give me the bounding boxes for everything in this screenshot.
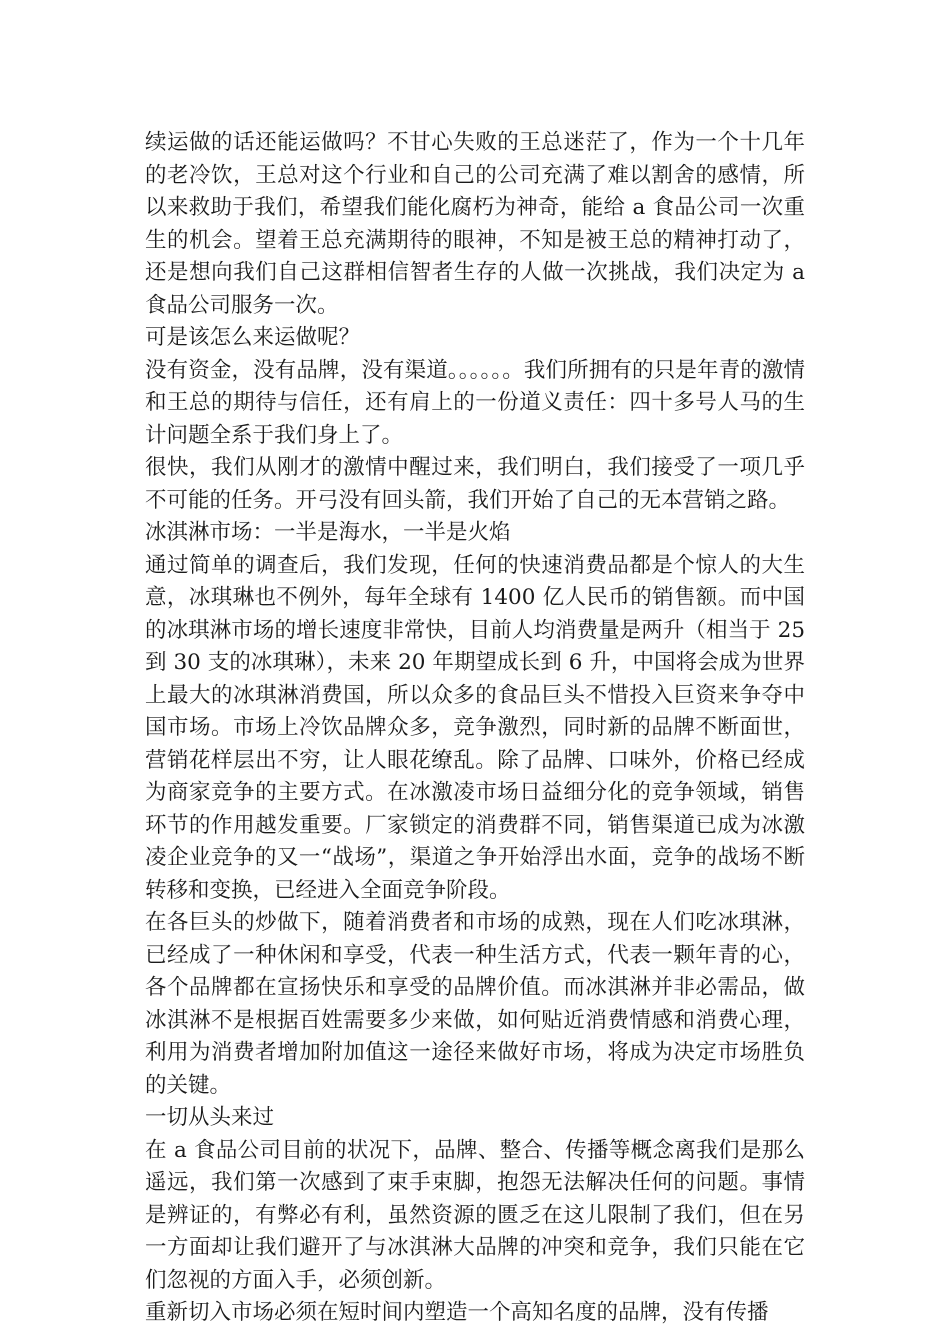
paragraph-brand-entry: 重新切入市场必须在短时间内塑造一个高知名度的品牌，没有传播	[145, 1300, 769, 1325]
paragraph-consumer-trend: 在各巨头的炒做下，随着消费者和市场的成熟，现在人们吃冰琪淋，已经成了一种休闲和享受，代表一种生活方式，代表一颗年青的心，各个品牌都在宣扬快乐和享受的品牌价值。而冰淇淋并非必需品，做冰淇淋不是根据百姓需要多少来做，如何贴近消费情感和消费心理，利用为消费者增加附加值这一途径来做好市场，将成为决定市场胜负的关键。	[145, 910, 805, 1098]
section-heading-restart: 一切从头来过	[145, 1105, 275, 1130]
section-heading-market: 冰淇淋市场：一半是海水，一半是火焰	[145, 520, 511, 545]
paragraph-continuation: 续运做的话还能运做吗？不甘心失败的王总迷茫了，作为一个十几年的老冷饮，王总对这个行业和自己的公司充满了难以割舍的感情，所以来救助于我们，希望我们能化腐朽为神奇，能给 a 食品公司一次重生的机会。望着王总充满期待的眼神，不知是被王总的精神打动了，还是想向我们自己这群相信智者生存的人做一次挑战，我们决定为 a 食品公司服务一次。	[145, 130, 805, 318]
paragraph-market-survey: 通过简单的调查后，我们发现，任何的快速消费品都是个惊人的大生意，冰琪琳也不例外，每年全球有 1400 亿人民币的销售额。而中国的冰琪淋市场的增长速度非常快，目前人均消费量是两升（相当于 25 到 30 支的冰琪琳），未来 20 年期望成长到 6 升，中国将会成为世界上最大的冰琪淋消费国，所以众多的食品巨头不惜投入巨资来争夺中国市场。市场上冷饮品牌众多，竞争激烈，同时新的品牌不断面世，营销花样层出不穷，让人眼花缭乱。除了品牌、口味外，价格已经成为商家竞争的主要方式。在冰激凌市场日益细分化的竞争领域，销售环节的作用越发重要。厂家锁定的消费群不同，销售渠道已成为冰激凌企业竞争的又一“战场”，渠道之争开始浮出水面，竞争的战场不断转移和变换，已经进入全面竞争阶段。	[145, 552, 805, 903]
paragraph-resources: 没有资金，没有品牌，没有渠道。。。。。。我们所拥有的只是年青的激情和王总的期待与信任，还有肩上的一份道义责任：四十多号人马的生计问题全系于我们身上了。	[145, 357, 805, 448]
document-body	[145, 127, 805, 1330]
paragraph-question: 可是该怎么来运做呢？	[145, 325, 361, 350]
paragraph-mission: 很快，我们从刚才的激情中醒过来，我们明白，我们接受了一项几乎不可能的任务。开弓没有回头箭，我们开始了自己的无本营销之路。	[145, 455, 805, 513]
paragraph-company-status: 在 a 食品公司目前的状况下，品牌、整合、传播等概念离我们是那么遥远，我们第一次感到了束手束脚，抱怨无法解决任何的问题。事情是辨证的，有弊必有利，虽然资源的匮乏在这儿限制了我们，但在另一方面却让我们避开了与冰淇淋大品牌的冲突和竞争，我们只能在它们忽视的方面入手，必须创新。	[145, 1137, 805, 1293]
